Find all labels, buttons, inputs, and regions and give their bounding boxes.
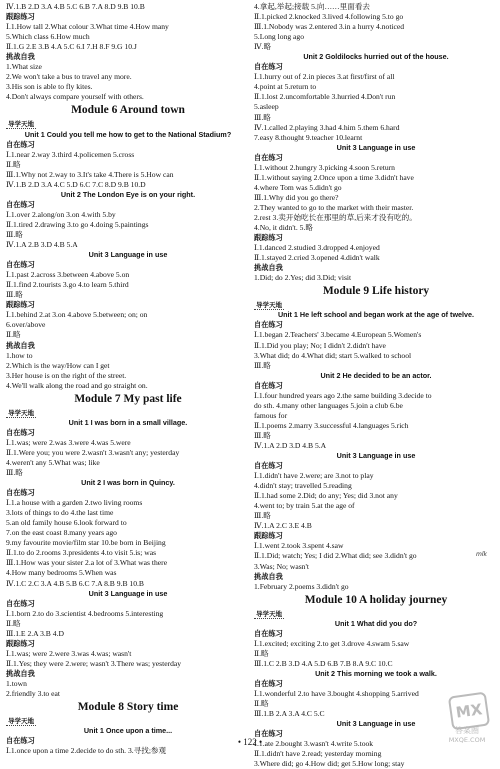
answer-line: 3.Was; No; wasn't <box>254 561 309 571</box>
answer-line: 1.What size <box>6 62 42 72</box>
answer-line: Ⅰ.1.danced 2.studied 3.dropped 4.enjoyed <box>254 243 380 253</box>
answer-line: Ⅰ.1.ate 2.bought 3.wasn't 4.write 5.took <box>254 739 374 749</box>
answer-line: Ⅳ.略 <box>254 42 272 52</box>
section-heading: 自在练习 <box>6 736 35 746</box>
answer-line: Ⅱ.1.had some 2.Did; do any; Yes; did 3.not any <box>254 491 398 501</box>
answer-line: Ⅰ.1.past 2.across 3.between 4.above 5.on <box>6 270 130 280</box>
answer-line: Ⅰ.1.excited; exciting 2.to get 3.drove 4.swam 5.saw <box>254 638 410 648</box>
answer-line: Ⅲ.1.C 2.B 3.D 4.A 5.D 6.B 7.B 8.A 9.C 10.C <box>254 658 393 668</box>
answer-line: 4.Don't always compare yourself with others. <box>6 92 144 102</box>
answer-line: Ⅱ.1.didn't have 2.read; yesterday morning <box>254 749 382 759</box>
guide-section-row <box>6 119 250 129</box>
watermark-domain: MXQE.COM <box>448 736 486 744</box>
answer-line: Ⅳ.1.A 2.C 3.E 4.B <box>254 521 312 531</box>
section-heading: 自在练习 <box>254 152 283 162</box>
answer-line: Ⅱ.1.poems 2.marry 3.successful 4.languages 5.rich <box>254 420 409 430</box>
answer-line: 4.where Tom was 5.didn't go <box>254 182 342 192</box>
answer-line: 3.Where did; go 4.How did; get 5.How long; stay <box>254 759 405 769</box>
answer-line: 4.point at 5.return to <box>254 82 317 92</box>
unit-title: Unit 2 This morning we took a walk. <box>315 668 437 678</box>
answer-line: 5.Long long ago <box>254 32 304 42</box>
answer-line: 4.didn't stay; travelled 5.reading <box>254 481 352 491</box>
answer-line: Ⅲ.略 <box>6 468 23 478</box>
answer-line: Ⅱ.1.find 2.tourists 3.go 4.to learn 5.third <box>6 280 129 290</box>
unit-title: Unit 2 He decided to be an actor. <box>320 370 432 380</box>
answer-line: Ⅰ.1.once upon a time 2.decide to do sth. 3.寻找;参观 <box>6 746 167 756</box>
guide-badge: 导学天地 <box>8 717 34 726</box>
answer-line: Ⅳ.1.C 2.C 3.A 4.B 5.B 6.C 7.A 8.B 9.B 10.B <box>6 578 144 588</box>
section-heading: 自在练习 <box>6 260 35 270</box>
module-title: Module 6 Around town <box>71 104 185 117</box>
answer-line: Ⅰ.1.a house with a garden 2.two living rooms <box>6 498 143 508</box>
answer-line: Ⅲ.略 <box>254 511 271 521</box>
answer-line: Ⅲ.略 <box>6 290 23 300</box>
unit-title: Unit 1 He left school and began work at the age of twelve. <box>277 310 475 320</box>
answer-line: Ⅰ.1.was; were 2.were 3.was 4.was; wasn't <box>6 648 132 658</box>
unit-title: Unit 3 Language in use <box>336 451 416 461</box>
unit-title: Unit 3 Language in use <box>336 142 416 152</box>
unit-title: Unit 3 Language in use <box>336 719 416 729</box>
section-heading: 自在练习 <box>254 461 283 471</box>
answer-line: Ⅰ.1.four hundred years ago 2.the same building 3.decide to <box>254 390 432 400</box>
answer-line: 1.town <box>6 679 27 688</box>
module-title: Module 7 My past life <box>74 392 182 405</box>
answer-line: Ⅳ.1.A 2.D 3.D 4.B 5.A <box>254 440 327 450</box>
left-column <box>6 2 250 756</box>
section-heading: 跟踪练习 <box>6 638 35 648</box>
answer-line: Ⅱ.1.G 2.E 3.B 4.A 5.C 6.I 7.H 8.F 9.G 10.J <box>6 42 137 52</box>
answer-line: Ⅱ.1.to do 2.rooms 3.presidents 4.to visit 5.is; was <box>6 548 157 558</box>
answer-line: 2.Which is the way/How can I get <box>6 360 110 370</box>
section-heading: 挑战自我 <box>6 340 35 350</box>
answer-line: 4.No, it didn't. 5.略 <box>254 223 313 233</box>
guide-section-row <box>6 408 250 418</box>
guide-section-row <box>254 609 498 619</box>
answer-line: Ⅰ.1.near 2.way 3.third 4.policemen 5.cross <box>6 149 135 159</box>
answer-line: 6.over/above <box>6 320 46 330</box>
section-heading: 自在练习 <box>254 679 283 688</box>
answer-line: 7.easy 8.thought 9.teacher 10.learnt <box>254 132 363 142</box>
answer-line: 2.friendly 3.to eat <box>6 689 60 699</box>
section-heading: 挑战自我 <box>254 263 283 273</box>
answer-line: 1.how to <box>6 350 33 360</box>
unit-title: Unit 3 Language in use <box>88 250 168 260</box>
answer-line: 5.asleep <box>254 102 279 112</box>
answer-line: 3.His son is able to fly kites. <box>6 82 93 92</box>
answer-line: 9.my favourite movie/film star 10.be born in Beijing <box>6 538 166 548</box>
answer-line: Ⅳ.1.B 2.D 3.A 4.C 5.D 6.C 7.C 8.D 9.B 10.D <box>6 179 146 189</box>
answer-line: Ⅲ.略 <box>254 360 271 370</box>
section-heading: 挑战自我 <box>6 52 35 62</box>
answer-line: Ⅲ.1.Why did you go there? <box>254 192 339 202</box>
answer-line: Ⅱ.略 <box>6 159 21 169</box>
answer-line: 7.on the east coast 8.many years ago <box>6 528 117 538</box>
answer-line: Ⅲ.略 <box>254 112 271 122</box>
section-heading: 自在练习 <box>6 488 35 498</box>
mlk-stamp: mlk <box>476 551 487 558</box>
section-heading: 跟踪练习 <box>254 233 283 243</box>
answer-line: 4.We'll walk along the road and go straight on. <box>6 380 148 390</box>
answer-line: 5.Which class 6.How much <box>6 32 90 42</box>
page-number: • 122 • <box>237 737 263 747</box>
answer-line: Ⅳ.1.A 2.B 3.D 4.B 5.A <box>6 240 78 250</box>
unit-title: Unit 2 The London Eye is on your right. <box>60 189 196 199</box>
right-column <box>254 2 498 769</box>
section-heading: 挑战自我 <box>6 668 35 678</box>
unit-title: Unit 1 What did you do? <box>334 618 418 628</box>
answer-line: Ⅰ.1.was; were 2.was 3.were 4.was 5.were <box>6 437 131 447</box>
watermark-text: 答案圈 <box>455 726 479 735</box>
answer-line: Ⅱ.略 <box>254 699 269 709</box>
section-heading: 自在练习 <box>254 320 283 330</box>
answer-line: Ⅰ.1.How tall 2.What colour 3.What time 4.How many <box>6 22 169 32</box>
answer-line: Ⅲ.1.Why not 2.way to 3.It's take 4.There is 5.How can <box>6 169 174 179</box>
guide-section-row <box>254 300 498 310</box>
watermark-logo-icon: MX <box>448 692 490 731</box>
watermark <box>438 690 496 746</box>
answer-line: Ⅰ.1.didn't have 2.were; are 3.not to play <box>254 471 374 481</box>
section-heading: 自在练习 <box>6 139 35 149</box>
section-heading: 跟踪练习 <box>254 531 283 541</box>
unit-title: Unit 1 I was born in a small village. <box>68 417 188 427</box>
answer-line: Ⅲ.1.E 2.A 3.B 4.D <box>6 628 64 638</box>
section-heading: 跟踪练习 <box>6 12 35 22</box>
unit-title: Unit 1 Could you tell me how to get to the National Stadium? <box>24 129 232 139</box>
answer-line: Ⅰ.1.over 2.along/on 3.on 4.with 5.by <box>6 209 116 219</box>
answer-line: Ⅰ.1.wonderful 2.to have 3.bought 4.shopping 5.arrived <box>254 689 419 699</box>
answer-line: 1.February 2.poems 3.didn't go <box>254 581 349 591</box>
guide-badge: 导学天地 <box>256 609 282 618</box>
answer-line: Ⅱ.1.picked 2.knocked 3.lived 4.following 5.to go <box>254 12 404 22</box>
section-heading: 自在练习 <box>6 199 35 209</box>
answer-line: Ⅰ.1.born 2.to do 3.scientist 4.bedrooms 5.interesting <box>6 608 164 618</box>
answer-line: 2.They wanted to go to the market with their master. <box>254 202 414 212</box>
answer-line: Ⅱ.1.stayed 2.cried 3.opened 4.didn't walk <box>254 253 380 263</box>
answer-line: Ⅰ.1.went 2.took 3.spent 4.saw <box>254 541 344 551</box>
answer-line: Ⅱ.略 <box>6 618 21 628</box>
section-heading: 自在练习 <box>6 598 35 608</box>
section-heading: 自在练习 <box>254 380 283 390</box>
unit-title: Unit 2 I was born in Quincy. <box>81 478 175 488</box>
guide-badge: 导学天地 <box>8 120 34 129</box>
section-heading: 自在练习 <box>6 427 35 437</box>
answer-line: Ⅲ.1.B 2.A 3.A 4.C 5.C <box>254 709 325 719</box>
section-heading: 挑战自我 <box>254 571 283 581</box>
answer-line: Ⅰ.1.behind 2.at 3.on 4.above 5.between; on; on <box>6 310 148 320</box>
answer-line: Ⅱ.1.tired 2.drawing 3.to go 4.doing 5.paintings <box>6 219 149 229</box>
answer-line: 3.lots of things to do 4.the last time <box>6 508 114 518</box>
answer-line: Ⅰ.1.began 2.Teachers' 3.became 4.European 5.Women's <box>254 330 422 340</box>
answer-line: Ⅱ.1.without saying 2.Once upon a time 3.didn't have <box>254 172 414 182</box>
answer-line: Ⅳ.1.called 2.playing 3.had 4.him 5.them 6.hard <box>254 122 400 132</box>
answer-line: 4.went to; by train 5.at the age of <box>254 501 355 511</box>
section-heading: 自在练习 <box>254 729 283 739</box>
answer-line: Ⅱ.略 <box>6 330 21 340</box>
module-title: Module 9 Life history <box>322 285 430 298</box>
answer-line: famous for <box>254 410 288 420</box>
answer-line: 1.Did; do 2.Yes; did 3.Did; visit <box>254 273 352 283</box>
answer-line: Ⅱ.1.Were you; you were 2.wasn't 3.wasn't any; yesterday <box>6 447 180 457</box>
answer-line: Ⅱ.1.lost 2.uncomfortable 3.hurried 4.Don't run <box>254 92 396 102</box>
answer-line: Ⅱ.1.Did you play; No; I didn't 2.didn't have <box>254 340 386 350</box>
section-heading: 自在练习 <box>254 628 283 638</box>
answer-line: Ⅰ.1.hurry out of 2.in pieces 3.at first/first of all <box>254 72 395 82</box>
answer-line: 3.What did; do 4.What did; start 5.walked to school <box>254 350 412 360</box>
answer-line: 4.weren't any 5.What was; like <box>6 457 100 467</box>
unit-title: Unit 2 Goldilocks hurried out of the house. <box>303 52 449 62</box>
answer-line: Ⅱ.1.Did; watch; Yes; I did 2.What did; see 3.didn't go <box>254 551 417 561</box>
answer-line: Ⅱ.略 <box>254 648 269 658</box>
module-title: Module 10 A holiday journey <box>304 593 448 606</box>
answer-line: Ⅲ.略 <box>6 229 23 239</box>
module-title: Module 8 Story time <box>77 701 179 714</box>
guide-section-row <box>6 716 250 726</box>
guide-badge: 导学天地 <box>8 408 34 417</box>
unit-title: Unit 1 Once upon a time... <box>83 726 173 736</box>
answer-line: 3.Her house is on the right of the street. <box>6 370 127 380</box>
answer-line: 4.拿起,举起;接载 5.向……里面看去 <box>254 2 371 11</box>
answer-line: 2.We won't take a bus to travel any more. <box>6 72 132 82</box>
section-heading: 自在练习 <box>254 62 283 72</box>
answer-line: Ⅱ.1.Yes; they were 2.were; wasn't 3.There was; yesterday <box>6 658 182 668</box>
section-heading: 跟踪练习 <box>6 300 35 310</box>
guide-badge: 导学天地 <box>256 301 282 310</box>
answer-line: Ⅳ.1.B 2.D 3.A 4.B 5.C 6.B 7.A 8.D 9.B 10.B <box>6 2 145 11</box>
answer-line: Ⅰ.1.without 2.hungry 3.picking 4.soon 5.return <box>254 162 395 172</box>
answer-line: do sth. 4.many other languages 5.join a club 6.be <box>254 400 403 410</box>
answer-line: Ⅲ.1.Nobody was 2.entered 3.in a hurry 4.noticed <box>254 22 405 32</box>
answer-line: Ⅲ.略 <box>254 430 271 440</box>
unit-title: Unit 3 Language in use <box>88 588 168 598</box>
answer-line: 2.rest 3.卖开始吃长在那里的草,后来才没有吃的。 <box>254 212 417 222</box>
answer-line: 4.How many bedrooms 5.When was <box>6 568 117 578</box>
answer-line: 5.an old family house 6.look forward to <box>6 518 127 528</box>
answer-line: Ⅲ.1.How was your sister 2.a lot of 3.What was there <box>6 558 168 568</box>
